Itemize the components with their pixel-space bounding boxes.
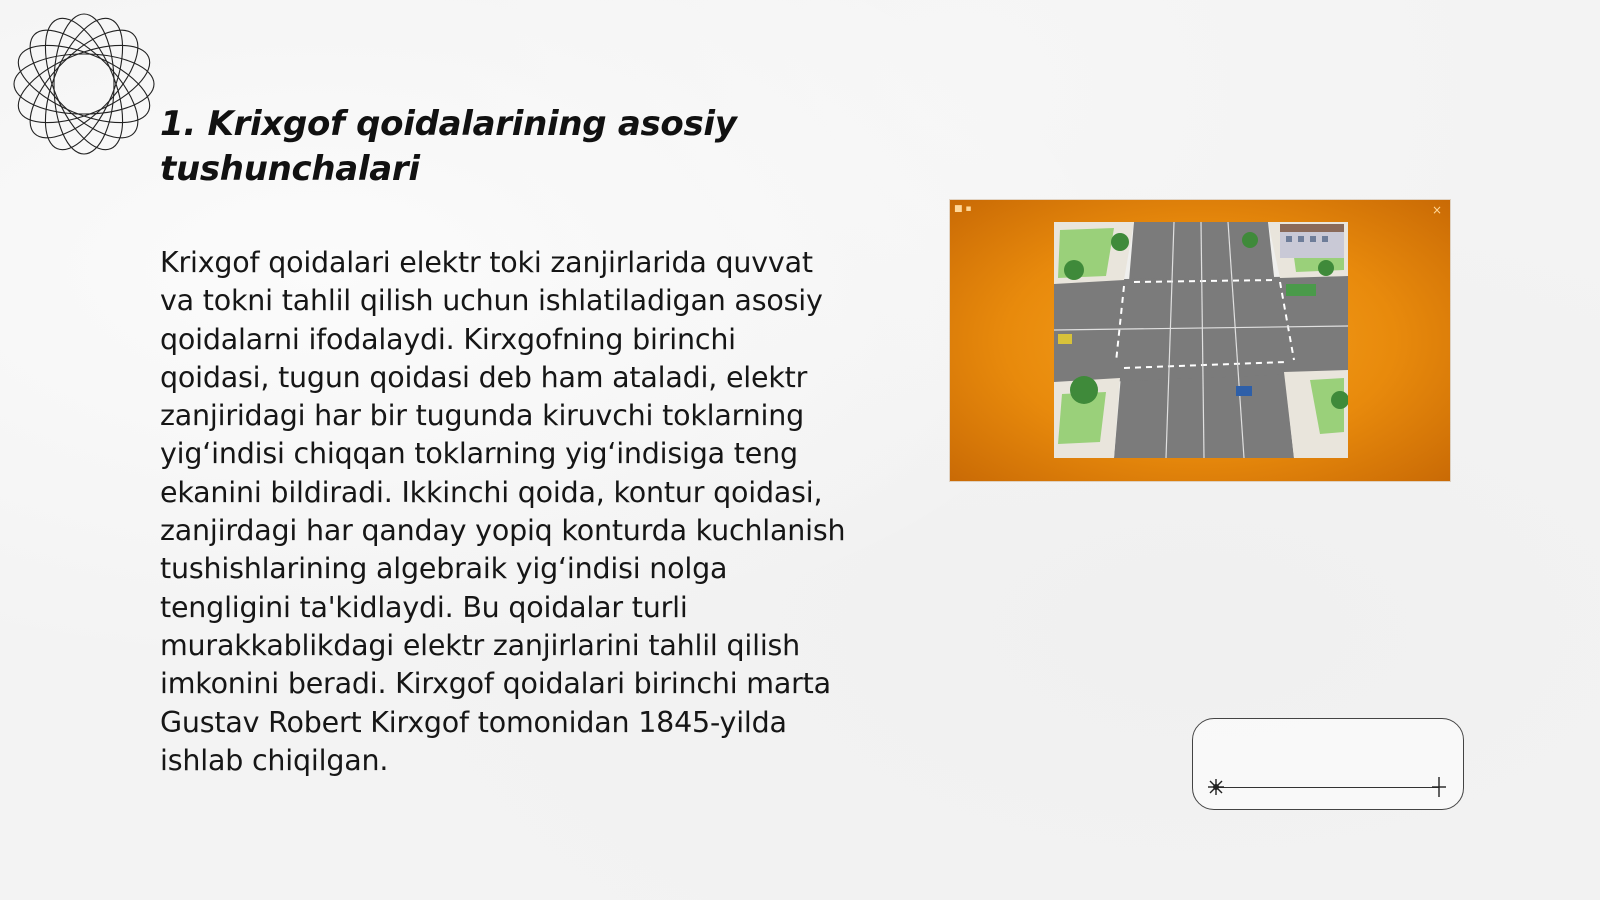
- video-close-button[interactable]: ×: [1431, 203, 1442, 217]
- orbit-rosette-icon: [8, 8, 160, 160]
- video-brand-mark: ■ ▪: [954, 204, 972, 214]
- cross-icon: [1429, 777, 1449, 797]
- road-intersection-illustration: [1054, 222, 1348, 458]
- sparkle-icon: [1207, 778, 1225, 796]
- progress-card: [1192, 718, 1464, 810]
- slide-title: 1. Krixgof qoidalarining asosiy tushunchalari: [160, 104, 737, 189]
- progress-track: [1217, 787, 1439, 788]
- video-player[interactable]: [950, 200, 1450, 481]
- slide-body-text: Krixgof qoidalari elektr toki zanjirlarida quvvat va tokni tahlil qilish uchun ishlatiladigan asosiy qoidalarni ifodalaydi. Kirxgofning birinchi qoidasi, tugun qoidasi deb ham ataladi, elektr zanjiridagi har bir tugunda kiruvchi toklarning yig‘indisi chiqqan toklarning yig‘indisiga teng ekanini bildiradi. Ikkinchi qoida, kontur qoidasi, zanjirdagi har qanday yopiq konturda kuchlanish tushishlarining algebraik yig‘indisi nolga tengligini ta'kidlaydi. Bu qoidalar turli murakkablikdagi elektr zanjirlarini tahlil qilish imkonini beradi. Kirxgof qoidalari birinchi marta Gustav Robert Kirxgof tomonidan 1845-yilda ishlab chiqilgan.: [160, 246, 846, 777]
